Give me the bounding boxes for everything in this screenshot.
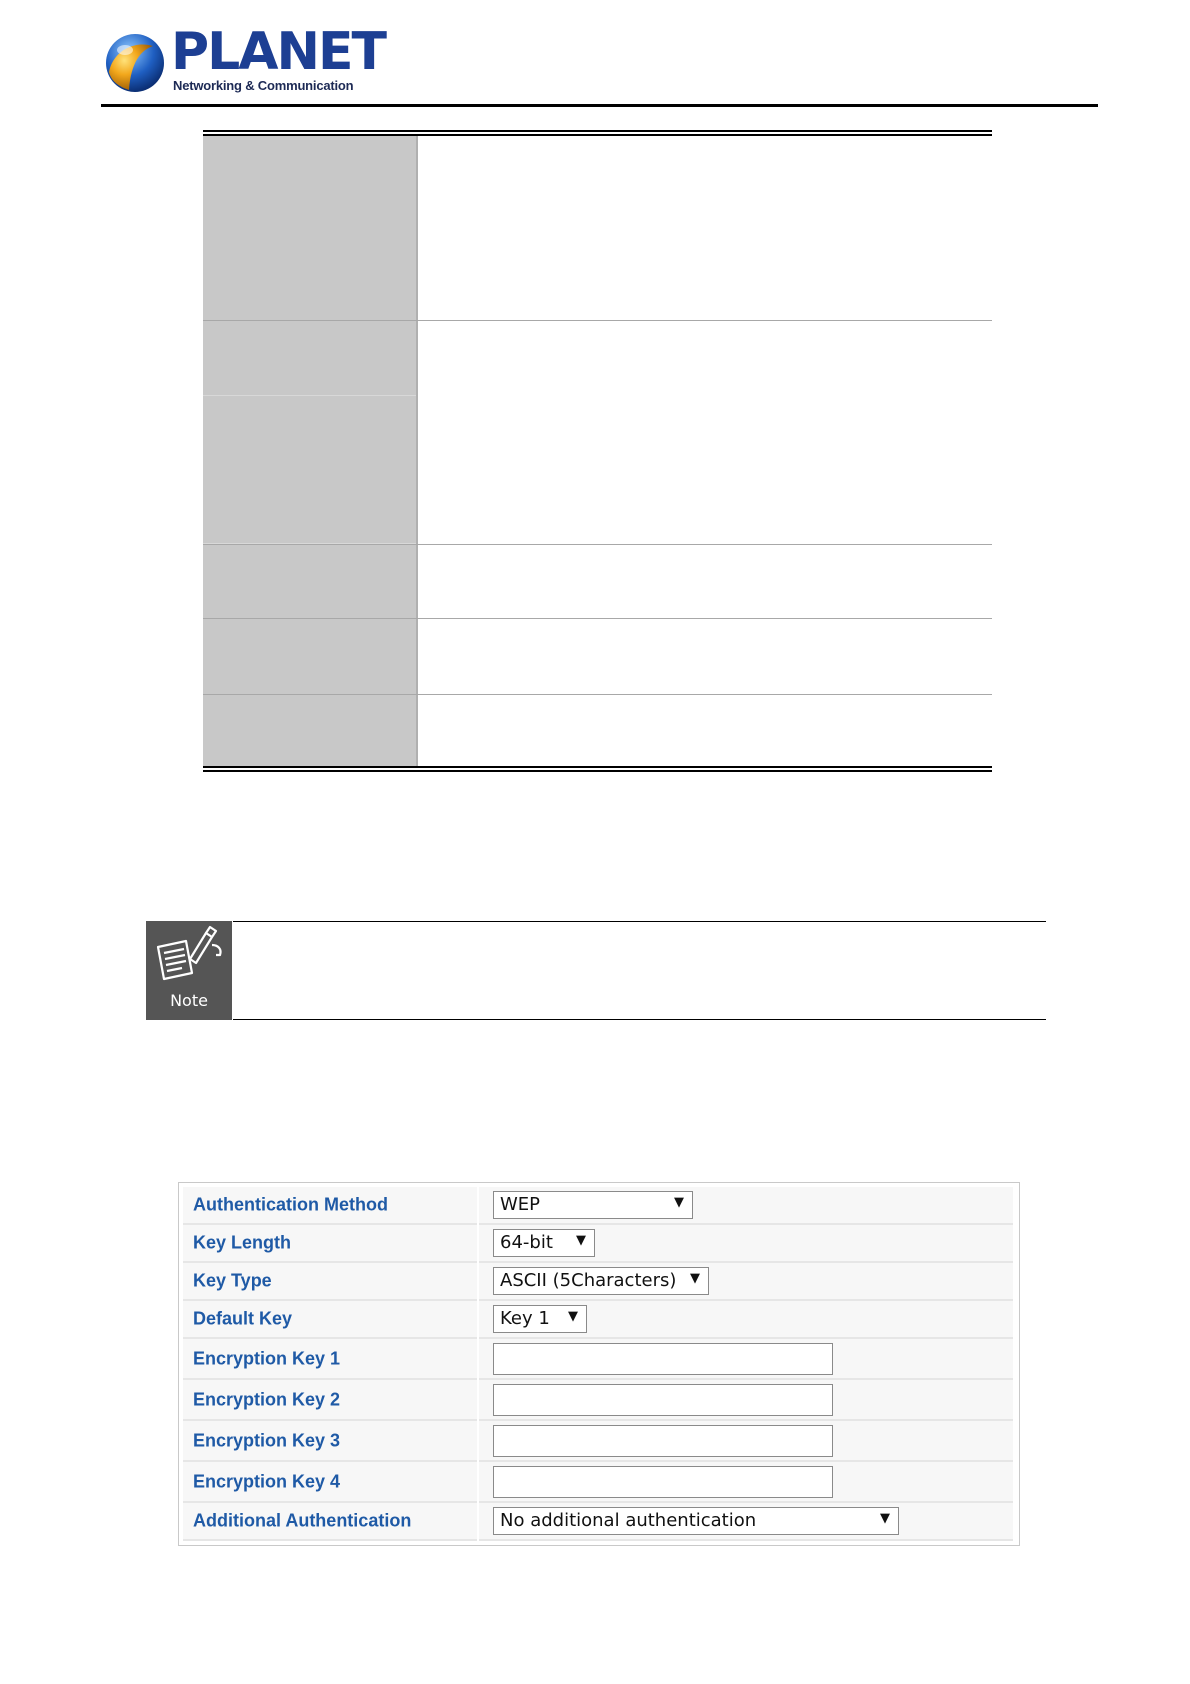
chevron-down-icon: ▼ bbox=[576, 1233, 586, 1248]
logo-subtitle: Networking & Communication bbox=[173, 78, 354, 93]
parameter-table bbox=[203, 130, 992, 772]
form-label bbox=[183, 1263, 477, 1301]
default-key-label: Default Key bbox=[193, 1308, 293, 1329]
form-row-key-length bbox=[183, 1225, 1013, 1263]
table-bottom-rule bbox=[203, 766, 992, 768]
key-type-select[interactable] bbox=[493, 1267, 709, 1295]
authentication-method-label: Authentication Method bbox=[193, 1194, 388, 1215]
encryption-key-1-label: Encryption Key 1 bbox=[193, 1348, 341, 1368]
form-value-cell bbox=[479, 1380, 1013, 1421]
header-divider bbox=[101, 104, 1098, 107]
form-row-encryption-key-4 bbox=[183, 1462, 1013, 1503]
form-value-cell bbox=[479, 1187, 1013, 1225]
key-length-label: Key Length bbox=[193, 1232, 292, 1253]
default-key-select[interactable] bbox=[493, 1305, 587, 1333]
encryption-key-3-input[interactable] bbox=[493, 1425, 833, 1457]
chevron-down-icon: ▼ bbox=[674, 1195, 684, 1210]
table-row-divider bbox=[203, 618, 992, 619]
globe-icon bbox=[103, 32, 167, 94]
key-length-select[interactable] bbox=[493, 1229, 595, 1257]
form-value-cell bbox=[479, 1421, 1013, 1462]
logo-wordmark: PLANET bbox=[171, 22, 386, 82]
form-value-cell bbox=[479, 1503, 1013, 1541]
form-value-cell bbox=[479, 1339, 1013, 1380]
form-value-cell bbox=[479, 1462, 1013, 1503]
form-label bbox=[183, 1421, 477, 1462]
form-row-default-key bbox=[183, 1301, 1013, 1339]
table-bottom-rule-inner bbox=[203, 770, 992, 772]
encryption-key-1-input[interactable] bbox=[493, 1343, 833, 1375]
form-value-cell bbox=[479, 1225, 1013, 1263]
encryption-key-2-input[interactable] bbox=[493, 1384, 833, 1416]
form-label bbox=[183, 1503, 477, 1541]
select-value: 64-bit bbox=[500, 1232, 553, 1253]
select-value: Key 1 bbox=[500, 1308, 550, 1329]
form-value-cell bbox=[479, 1301, 1013, 1339]
note-top-rule bbox=[233, 921, 1046, 922]
table-row-divider bbox=[203, 694, 992, 695]
note-icon bbox=[146, 921, 232, 1020]
form-label bbox=[183, 1380, 477, 1421]
table-row-divider bbox=[203, 320, 992, 321]
encryption-key-2-label: Encryption Key 2 bbox=[193, 1389, 341, 1409]
additional-authentication-label: Additional Authentication bbox=[193, 1510, 412, 1531]
form-row-key-type bbox=[183, 1263, 1013, 1301]
form-value-cell bbox=[479, 1263, 1013, 1301]
key-type-label: Key Type bbox=[193, 1270, 272, 1291]
form-row-encryption-key-2 bbox=[183, 1380, 1013, 1421]
form-row-encryption-key-1 bbox=[183, 1339, 1013, 1380]
table-row-divider bbox=[203, 544, 992, 545]
form-label bbox=[183, 1462, 477, 1503]
encryption-key-4-input[interactable] bbox=[493, 1466, 833, 1498]
planet-logo bbox=[103, 22, 386, 98]
authentication-method-select[interactable] bbox=[493, 1191, 693, 1219]
chevron-down-icon: ▼ bbox=[880, 1511, 890, 1526]
chevron-down-icon: ▼ bbox=[568, 1309, 578, 1324]
note-box bbox=[146, 921, 1046, 1021]
form-label bbox=[183, 1187, 477, 1225]
form-label bbox=[183, 1225, 477, 1263]
form-label bbox=[183, 1301, 477, 1339]
select-value: WEP bbox=[500, 1194, 541, 1215]
select-value: ASCII (5Characters) bbox=[500, 1270, 677, 1291]
form-row-encryption-key-3 bbox=[183, 1421, 1013, 1462]
note-label: Note bbox=[170, 991, 208, 1010]
note-bottom-rule bbox=[233, 1019, 1046, 1020]
parameter-cell-divider bbox=[203, 395, 416, 396]
chevron-down-icon: ▼ bbox=[690, 1271, 700, 1286]
table-top-rule bbox=[203, 130, 992, 132]
wep-settings-form bbox=[178, 1182, 1020, 1546]
form-row-additional-authentication bbox=[183, 1503, 1013, 1541]
column-divider bbox=[416, 136, 418, 766]
encryption-key-3-label: Encryption Key 3 bbox=[193, 1430, 341, 1450]
form-label bbox=[183, 1339, 477, 1380]
additional-authentication-select[interactable] bbox=[493, 1507, 899, 1535]
encryption-key-4-label: Encryption Key 4 bbox=[193, 1471, 341, 1491]
parameter-column bbox=[203, 136, 416, 766]
select-value: No additional authentication bbox=[500, 1510, 757, 1531]
notepad-pen-icon bbox=[146, 921, 232, 991]
form-row-authentication-method bbox=[183, 1187, 1013, 1225]
